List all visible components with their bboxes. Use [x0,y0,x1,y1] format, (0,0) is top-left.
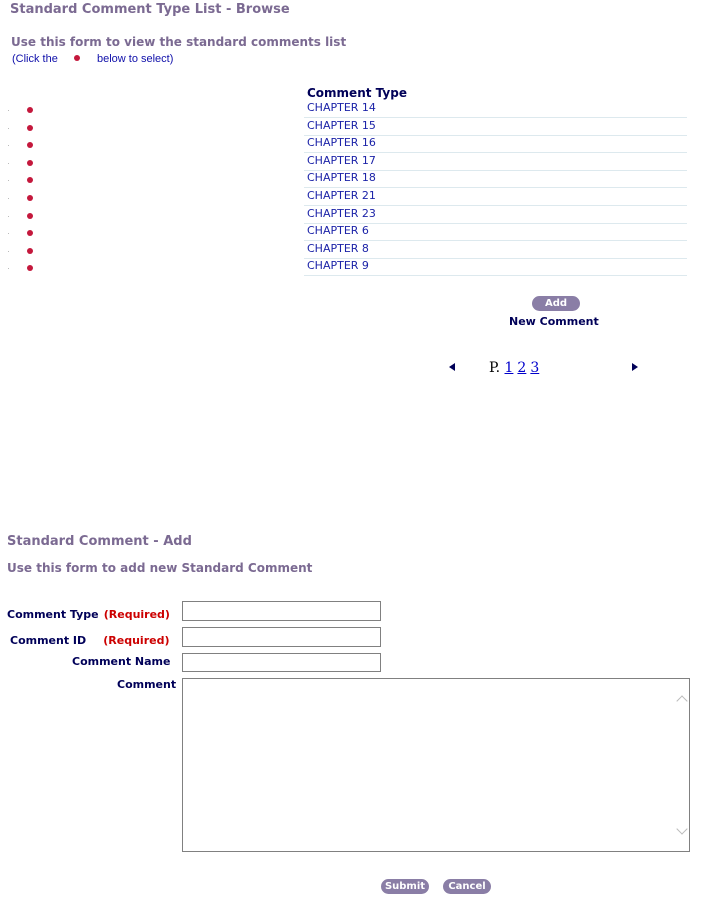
row-divider [304,275,687,276]
comment-type-link[interactable]: CHAPTER 23 [307,206,376,220]
hint-prefix: (Click the [12,53,58,65]
row-marker [8,145,9,146]
select-bullet-icon[interactable] [27,125,33,131]
comment-name-input[interactable] [182,653,381,672]
page-link-1[interactable]: 1 [504,360,514,376]
row-marker [8,128,9,129]
select-bullet-icon[interactable] [27,177,33,183]
list-item[interactable] [0,136,690,153]
comment-id-required: (Required) [103,634,170,647]
comment-id-input[interactable] [182,627,381,647]
row-marker [8,110,9,111]
row-marker [8,163,9,164]
list-item[interactable] [0,259,690,276]
comment-type-link[interactable]: CHAPTER 17 [307,153,376,167]
comment-type-link[interactable]: CHAPTER 6 [307,224,369,238]
pager [489,360,543,376]
comment-type-link[interactable]: CHAPTER 16 [307,136,376,150]
comment-label: Comment [117,678,177,691]
comment-id-label [10,629,170,648]
page-link-2[interactable]: 2 [517,360,527,376]
row-marker [8,216,9,217]
list-item[interactable] [0,242,690,259]
list-item[interactable] [0,171,690,188]
add-caption: New Comment [509,315,599,328]
select-bullet-icon[interactable] [27,230,33,236]
column-header-comment-type: Comment Type [307,86,407,100]
list-item[interactable] [0,207,690,224]
hint-suffix: below to select) [96,53,174,65]
list-item[interactable] [0,119,690,136]
scroll-down-icon[interactable] [676,823,687,834]
comment-type-link[interactable]: CHAPTER 14 [307,101,376,114]
list-item[interactable] [0,189,690,206]
row-marker [8,198,9,199]
comment-type-link[interactable]: CHAPTER 8 [307,241,369,255]
page-link-3[interactable]: 3 [530,360,540,376]
bullet-icon [74,55,80,61]
cancel-button[interactable]: Cancel [443,879,491,894]
comment-type-required: (Required) [103,608,170,621]
comment-type-input[interactable] [182,601,381,621]
add-button[interactable]: Add [532,296,580,311]
select-bullet-icon[interactable] [27,265,33,271]
textarea-scrollbar[interactable] [673,679,689,851]
browse-hint [12,53,173,65]
row-marker [8,180,9,181]
comment-type-label-text: Comment Type [7,608,99,621]
browse-title: Standard Comment Type List - Browse [10,2,290,17]
form-subtitle: Use this form to add new Standard Comment [7,561,313,575]
row-marker [8,251,9,252]
select-bullet-icon[interactable] [27,107,33,113]
comment-type-list [0,101,700,281]
row-marker [8,233,9,234]
select-bullet-icon[interactable] [27,160,33,166]
submit-button[interactable]: Submit [381,879,429,894]
form-title: Standard Comment - Add [7,534,192,549]
prev-page-icon[interactable] [449,363,455,371]
select-bullet-icon[interactable] [27,248,33,254]
comment-textarea[interactable] [182,678,690,852]
select-bullet-icon[interactable] [27,195,33,201]
comment-type-label [7,603,170,622]
comment-type-link[interactable]: CHAPTER 15 [307,118,376,132]
next-page-icon[interactable] [632,363,638,371]
browse-subtitle: Use this form to view the standard comments list [11,35,347,49]
comment-type-link[interactable]: CHAPTER 21 [307,189,376,202]
row-marker [8,268,9,269]
comment-type-link[interactable]: CHAPTER 9 [307,259,369,273]
list-item[interactable] [0,224,690,241]
comment-id-label-text: Comment ID [10,634,87,647]
select-bullet-icon[interactable] [27,213,33,219]
list-item[interactable] [0,154,690,171]
comment-name-label: Comment Name [72,655,171,668]
select-bullet-icon[interactable] [27,142,33,148]
list-item[interactable] [0,101,690,118]
scroll-up-icon[interactable] [676,695,687,706]
comment-type-link[interactable]: CHAPTER 18 [307,171,376,185]
pager-prefix: P. [489,360,501,376]
